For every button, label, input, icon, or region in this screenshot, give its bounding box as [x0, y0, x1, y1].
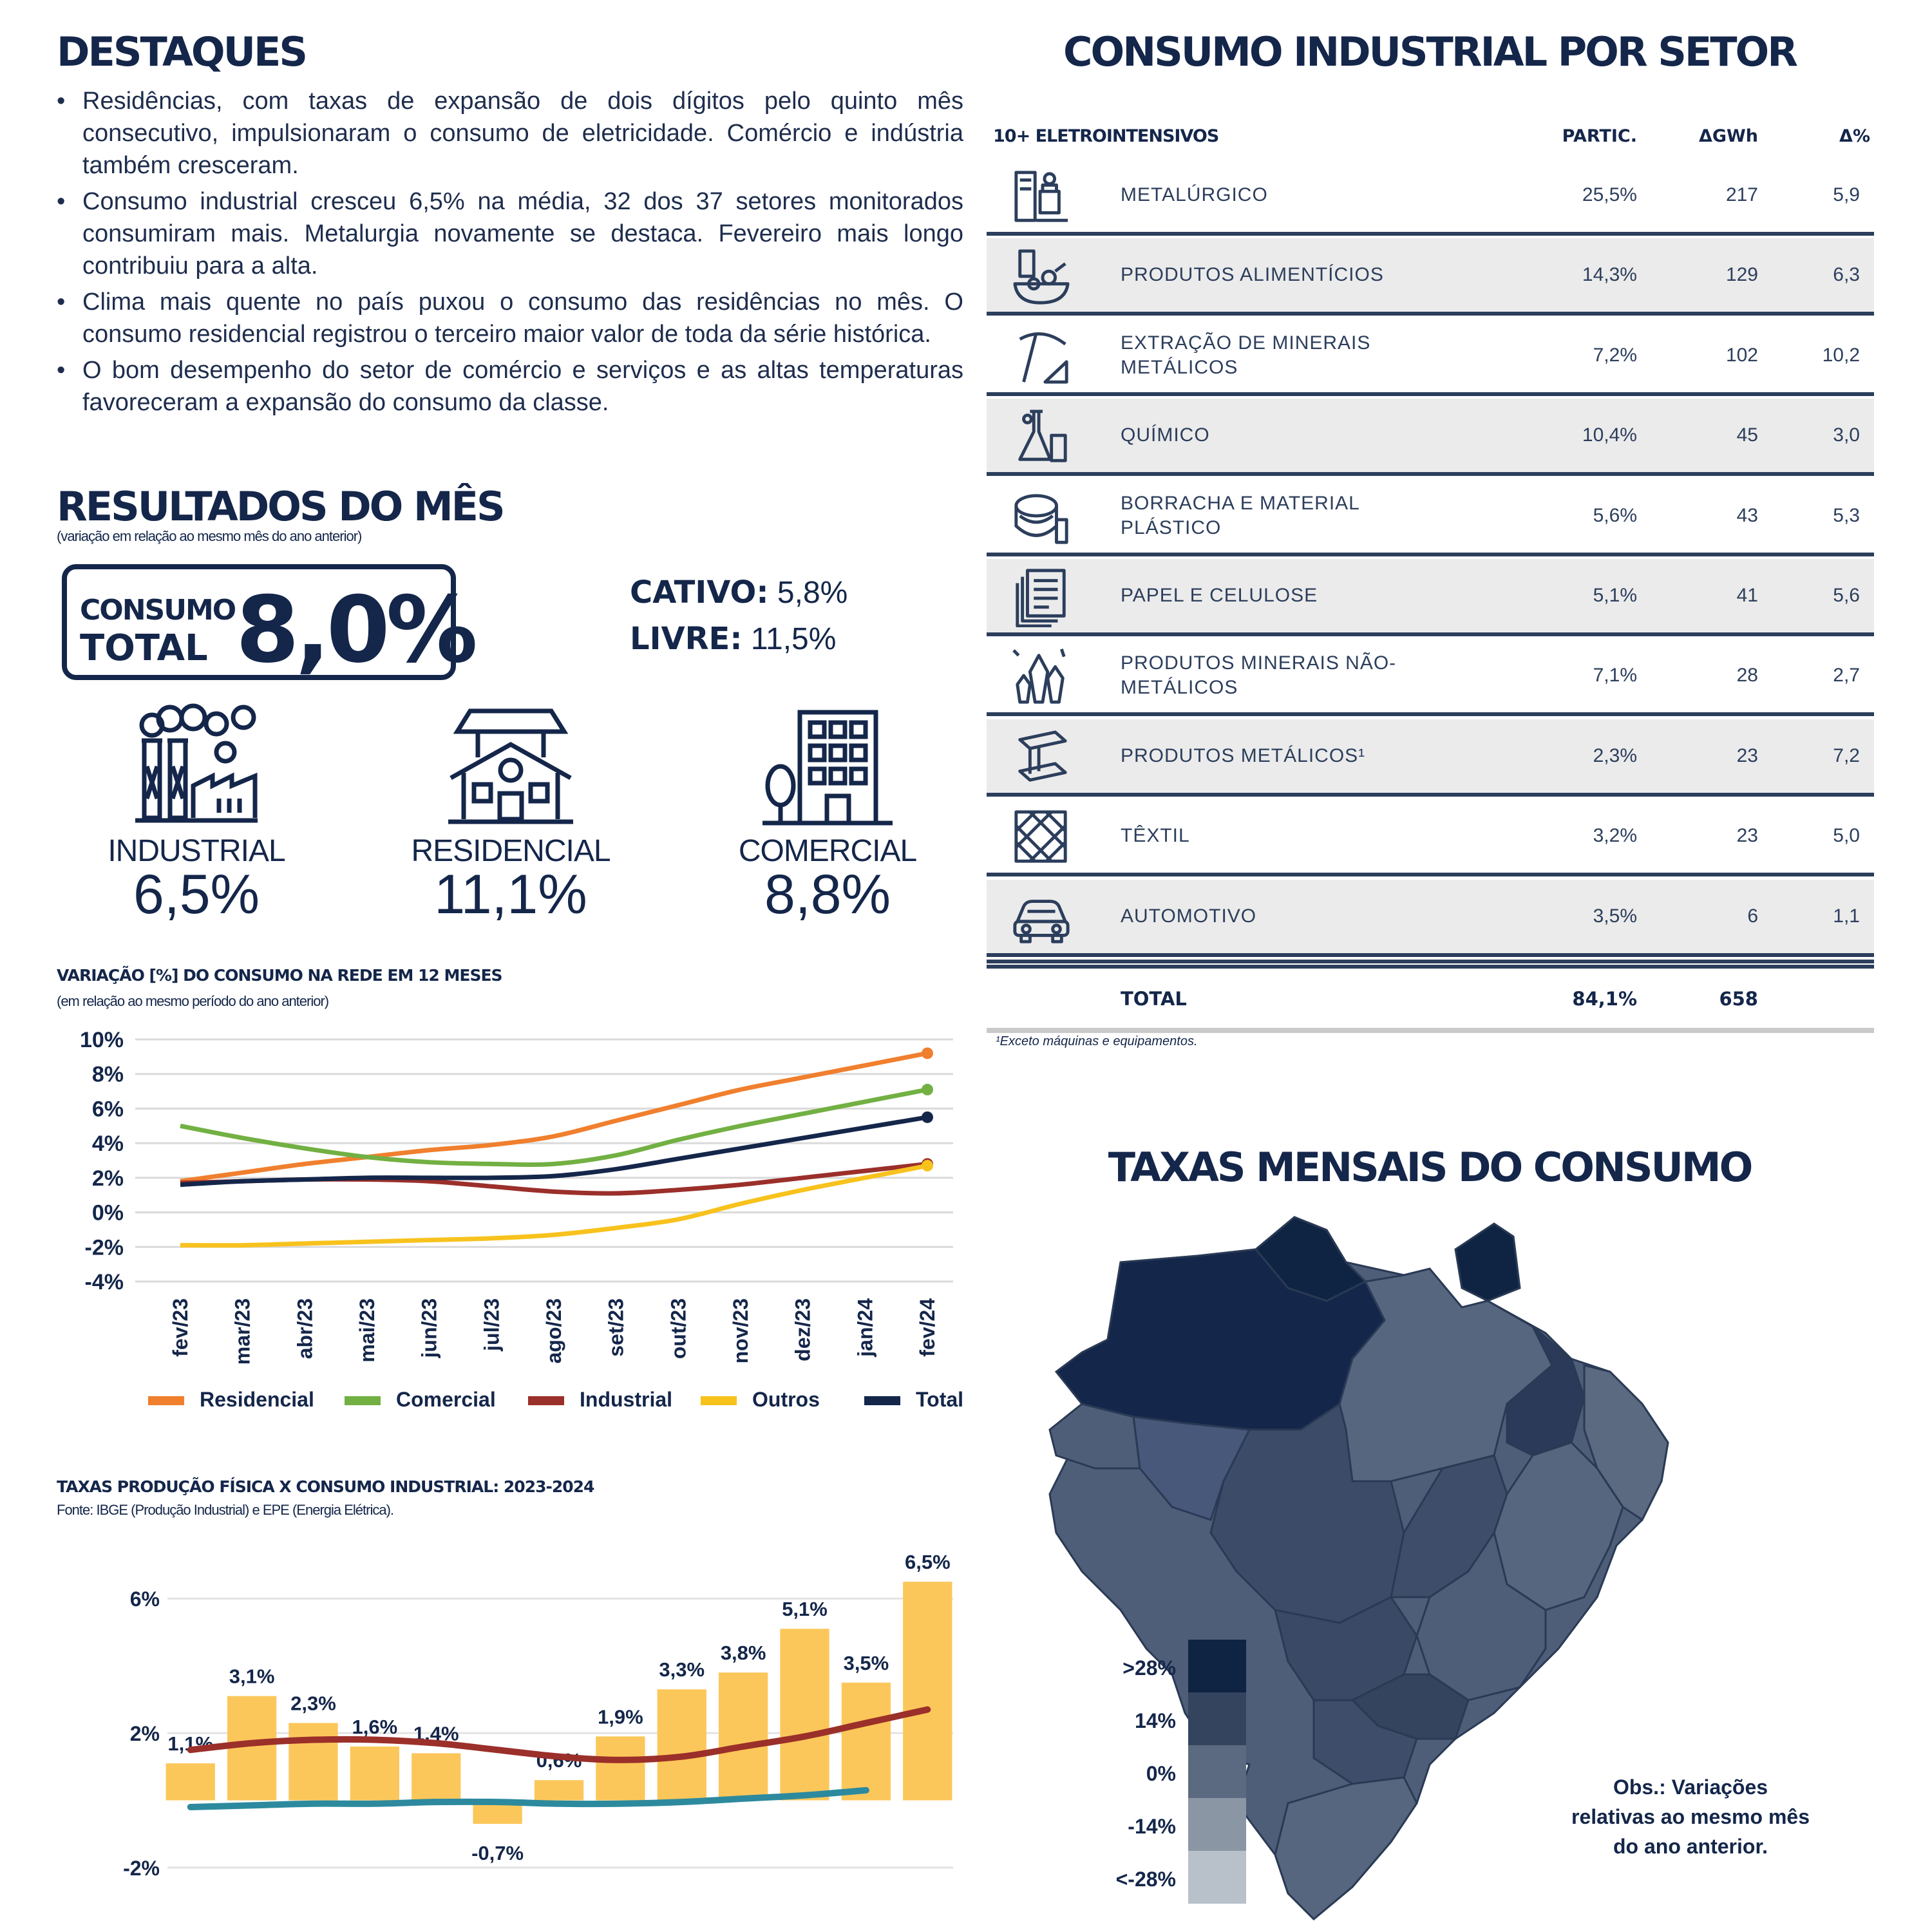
sector-label-industrial: INDUSTRIAL	[108, 834, 285, 868]
highlight-bullet: • Clima mais quente no país puxou o consumo das residências no mês. O consumo residencial registrou o terceiro maior valor de toda da série histórica.	[57, 286, 963, 350]
bar-data-label: 1,1%	[167, 1732, 214, 1756]
legend-swatch	[1188, 1640, 1246, 1692]
total-partic: 84,1%	[1572, 988, 1637, 1010]
sector-gwh: 45	[1736, 424, 1758, 446]
results-title: RESULTADOS DO MÊS	[57, 483, 504, 530]
bar-chart-title: TAXAS PRODUÇÃO FÍSICA X CONSUMO INDUSTRIAL: 2023-2024	[57, 1477, 594, 1496]
sector-row	[987, 559, 1874, 636]
flask-icon	[1011, 406, 1072, 467]
legend-label: 14%	[1134, 1709, 1176, 1732]
sector-partic: 5,1%	[1593, 585, 1637, 606]
sector-name: EXTRAÇÃO DE MINERAIS METÁLICOS	[1121, 332, 1371, 378]
paper-icon	[1011, 567, 1072, 627]
legend-swatch	[1188, 1798, 1246, 1851]
bar-data-label: 5,1%	[782, 1598, 828, 1621]
legend-label: >28%	[1122, 1656, 1176, 1680]
legend-swatch	[528, 1396, 564, 1405]
x-tick-label: nov/23	[729, 1298, 752, 1364]
livre-value: 11,5%	[750, 622, 837, 656]
bar-chart-subtitle: Fonte: IBGE (Produção Industrial) e EPE (Energia Elétrica).	[57, 1502, 394, 1518]
sector-partic: 5,6%	[1593, 504, 1637, 526]
highlights-title: DESTAQUES	[57, 28, 306, 75]
car-icon	[1011, 887, 1072, 948]
sector-name: METALÚRGICO	[1121, 184, 1268, 205]
x-tick-label: jul/23	[480, 1298, 504, 1351]
sector-name: TÊXTIL	[1121, 825, 1190, 847]
sector-partic: 3,5%	[1593, 905, 1637, 927]
y-tick-label: 2%	[129, 1722, 160, 1746]
x-tick-label: ago/23	[542, 1298, 565, 1364]
bar-data-label: 3,5%	[843, 1651, 889, 1674]
sector-gwh: 217	[1725, 184, 1758, 205]
sector-name: PRODUTOS METÁLICOS¹	[1121, 744, 1366, 766]
metallurgy-icon	[1011, 166, 1072, 227]
sector-name: AUTOMOTIVO	[1121, 905, 1257, 927]
legend-label: 0%	[1146, 1762, 1176, 1785]
bar-data-label: 3,1%	[229, 1665, 275, 1688]
bar-data-label: 6,5%	[904, 1551, 951, 1574]
legend-label: Industrial	[580, 1388, 673, 1411]
table-bottom-rule	[987, 1028, 1874, 1033]
bar-data-label: 2,3%	[290, 1692, 336, 1715]
sector-value-residencial	[398, 863, 623, 927]
highlights-list	[57, 85, 963, 422]
sector-row	[987, 880, 1874, 957]
x-tick-label: fev/23	[169, 1298, 192, 1357]
sector-label-comercial: COMERCIAL	[738, 834, 917, 868]
total-consumption-box	[62, 564, 474, 683]
series-end-point	[922, 1047, 933, 1059]
legend-swatch	[864, 1396, 900, 1405]
sector-row	[987, 799, 1874, 876]
sector-name: PAPEL E CELULOSE	[1121, 585, 1318, 606]
legend-swatch	[1188, 1745, 1246, 1798]
sector-pct: 2,7	[1833, 665, 1860, 687]
sector-pct: 5,6	[1833, 585, 1860, 606]
series-end-point	[922, 1084, 933, 1095]
bar	[903, 1582, 952, 1800]
results-subtitle: (variação em relação ao mesmo mês do ano anterior)	[57, 528, 362, 544]
sector-pct: 1,1	[1833, 905, 1860, 927]
sector-partic: 2,3%	[1593, 744, 1637, 766]
sector-gwh: 23	[1736, 744, 1758, 766]
map-note: Obs.: Variações relativas ao mesmo mês do ano anterior.	[1571, 1776, 1810, 1858]
table-footnote: ¹Exceto máquinas e equipamentos.	[996, 1034, 1198, 1048]
x-tick-label: abr/23	[293, 1298, 317, 1359]
x-tick-label: set/23	[604, 1298, 628, 1357]
cativo-line	[630, 574, 848, 611]
series-line	[180, 1090, 927, 1165]
series-end-point	[922, 1112, 933, 1123]
bar	[535, 1780, 583, 1800]
pickaxe-icon	[1011, 327, 1072, 387]
sector-row	[987, 639, 1874, 716]
legend-label: Residencial	[200, 1388, 314, 1411]
bar	[842, 1683, 891, 1801]
sector-pct: 5,3	[1833, 504, 1860, 526]
sector-table-title: CONSUMO INDUSTRIAL POR SETOR	[1063, 28, 1796, 75]
sector-pct: 5,9	[1833, 184, 1860, 205]
bar	[350, 1747, 399, 1801]
building-icon	[760, 708, 895, 826]
total-value: 8,0%	[236, 577, 474, 683]
x-tick-label: fev/24	[916, 1298, 939, 1357]
bar	[719, 1672, 768, 1800]
legend-label: -14%	[1128, 1815, 1176, 1838]
legend-label: <-28%	[1115, 1868, 1176, 1891]
bar	[658, 1689, 706, 1800]
legend-swatch	[148, 1396, 184, 1405]
header-sector: 10+ ELETROINTENSIVOS	[993, 126, 1219, 146]
y-tick-label: -2%	[123, 1857, 160, 1880]
sector-label-residencial: RESIDENCIAL	[411, 834, 611, 868]
legend-label: Outros	[752, 1388, 820, 1411]
sector-row	[987, 479, 1874, 556]
bar-data-label: 0,6%	[536, 1749, 582, 1772]
y-tick-label: 10%	[79, 1028, 124, 1052]
steel-beam-icon	[1011, 727, 1072, 788]
sector-pct: 5,0	[1833, 825, 1860, 847]
sector-pct: 10,2	[1822, 344, 1860, 366]
sector-partic: 7,2%	[1593, 344, 1637, 366]
sector-name: QUÍMICO	[1121, 424, 1210, 446]
total-gwh: 658	[1719, 988, 1758, 1010]
legend-label: Comercial	[396, 1388, 496, 1411]
cativo-label: CATIVO:	[630, 574, 769, 611]
total-label-2: TOTAL	[80, 627, 208, 669]
bar-chart	[52, 1533, 979, 1932]
x-tick-label: mar/23	[231, 1298, 254, 1365]
bar-data-label: 3,8%	[720, 1642, 766, 1665]
header-partic: PARTIC.	[1562, 126, 1637, 146]
legend-swatch	[345, 1396, 381, 1405]
industrial-value: 6,5%	[133, 864, 260, 925]
bar	[596, 1736, 645, 1800]
sector-gwh: 23	[1736, 825, 1758, 847]
sector-partic: 7,1%	[1593, 665, 1637, 687]
line-chart	[52, 1018, 979, 1417]
total-label-1: CONSUMO	[80, 594, 236, 627]
sector-value-industrial	[84, 863, 309, 927]
sector-gwh: 129	[1725, 264, 1758, 286]
bar-data-label: 3,3%	[659, 1658, 705, 1681]
y-tick-label: 6%	[91, 1097, 124, 1122]
food-icon	[1011, 246, 1072, 307]
map-legend	[1188, 1640, 1246, 1904]
sector-row	[987, 719, 1874, 797]
bar	[166, 1763, 215, 1800]
sector-gwh: 43	[1736, 504, 1758, 526]
sector-value-comercial	[715, 863, 940, 927]
header-gwh: ΔGWh	[1698, 126, 1758, 146]
highlight-bullet: • O bom desempenho do setor de comércio e serviços e as altas temperaturas favoreceram a expansão do consumo da classe.	[57, 354, 963, 419]
crystal-icon	[1011, 647, 1072, 707]
line-chart-title: VARIAÇÃO [%] DO CONSUMO NA REDE EM 12 MESES	[57, 966, 502, 985]
sector-partic: 10,4%	[1582, 424, 1637, 446]
sector-pct: 7,2	[1833, 744, 1860, 766]
y-tick-label: -4%	[84, 1270, 124, 1294]
house-icon	[444, 703, 577, 824]
highlight-bullet: • Consumo industrial cresceu 6,5% na média, 32 dos 37 setores monitorados consumiram mais. Metalurgia novamente se destaca. Fevereiro mais longo contribuiu para a alta.	[57, 185, 963, 282]
comercial-value: 8,8%	[764, 864, 891, 925]
sector-name: PRODUTOS MINERAIS NÃO-METÁLICOS	[1121, 652, 1397, 699]
y-tick-label: 8%	[91, 1062, 124, 1087]
legend-swatch	[701, 1396, 737, 1405]
map-state-amapa	[1455, 1224, 1520, 1301]
sector-gwh: 6	[1747, 905, 1758, 927]
sector-gwh: 28	[1736, 665, 1758, 687]
rubber-roll-icon	[1011, 487, 1072, 547]
cativo-value: 5,8%	[777, 576, 848, 610]
textile-icon	[1011, 807, 1072, 867]
sector-partic: 3,2%	[1593, 825, 1637, 847]
bar-data-label: 1,4%	[413, 1722, 459, 1745]
legend-swatch	[1188, 1851, 1246, 1904]
sector-row	[987, 399, 1874, 476]
y-tick-label: 4%	[91, 1132, 124, 1157]
x-tick-label: dez/23	[791, 1298, 815, 1361]
total-label: TOTAL	[1121, 988, 1187, 1010]
legend-swatch	[1188, 1692, 1246, 1745]
map-title: TAXAS MENSAIS DO CONSUMO	[1108, 1144, 1752, 1191]
x-tick-label: jan/24	[853, 1298, 877, 1357]
line-chart-subtitle: (em relação ao mesmo período do ano anterior)	[57, 993, 329, 1009]
x-tick-label: out/23	[667, 1298, 690, 1359]
table-double-rule	[987, 960, 1874, 969]
livre-line	[630, 621, 836, 657]
livre-label: LIVRE:	[630, 621, 743, 657]
sector-gwh: 41	[1736, 585, 1758, 606]
sector-name: BORRACHA E MATERIAL PLÁSTICO	[1121, 492, 1359, 538]
sector-pct: 6,3	[1833, 264, 1860, 286]
x-tick-label: jun/23	[417, 1298, 441, 1358]
sector-gwh: 102	[1725, 344, 1758, 366]
bar-data-label: -0,7%	[471, 1842, 524, 1865]
bar-data-label: 1,9%	[598, 1705, 643, 1728]
x-tick-label: mai/23	[355, 1298, 379, 1363]
factory-icon	[129, 702, 264, 824]
bar	[780, 1629, 829, 1800]
y-tick-label: 6%	[129, 1587, 160, 1611]
sector-partic: 14,3%	[1582, 264, 1637, 286]
sector-row	[987, 238, 1874, 316]
series-end-point	[922, 1160, 933, 1171]
y-tick-label: 2%	[91, 1166, 124, 1191]
sector-name: PRODUTOS ALIMENTÍCIOS	[1121, 264, 1384, 286]
bar	[412, 1753, 460, 1800]
highlight-bullet: • Residências, com taxas de expansão de dois dígitos pelo quinto mês consecutivo, impulsionaram o consumo de eletricidade. Comércio e indústria também cresceram.	[57, 85, 963, 182]
y-tick-label: -2%	[84, 1235, 124, 1260]
sector-pct: 3,0	[1833, 424, 1860, 446]
header-pct: Δ%	[1839, 126, 1870, 146]
legend-label: Total	[916, 1388, 964, 1411]
bar-data-label: 1,6%	[352, 1716, 398, 1738]
sector-row	[987, 319, 1874, 396]
bar	[289, 1723, 337, 1800]
y-tick-label: 0%	[91, 1200, 124, 1226]
bar	[227, 1696, 276, 1801]
residencial-value: 11,1%	[434, 864, 587, 925]
sector-row	[987, 158, 1874, 236]
sector-partic: 25,5%	[1582, 184, 1637, 205]
